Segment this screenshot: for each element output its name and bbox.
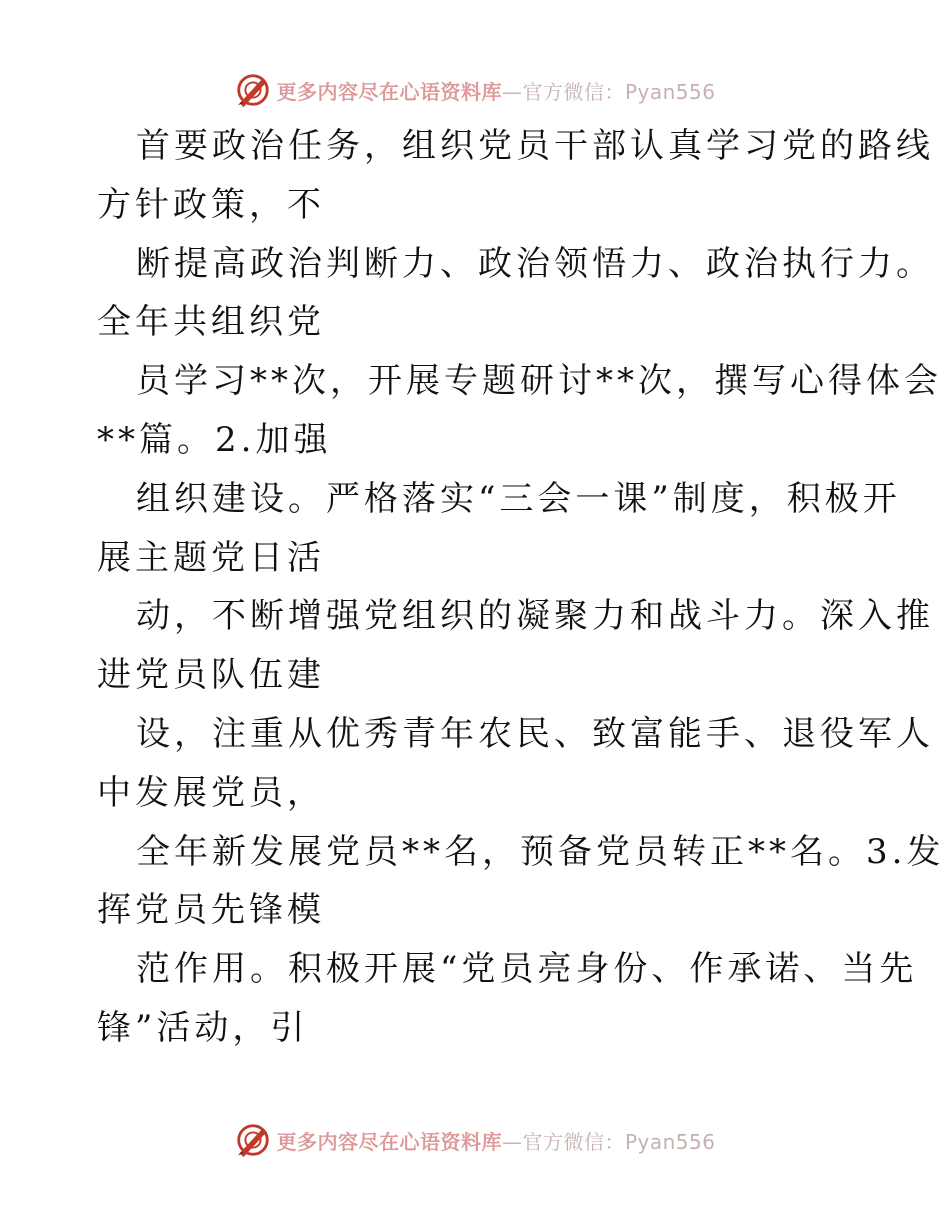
- watermark-dash: —: [501, 79, 523, 104]
- text-line: 断提高政治判断力、政治领悟力、政治执行力。: [136, 244, 934, 284]
- text-line: 中发展党员，: [97, 773, 325, 813]
- text-line: 进党员队伍建: [97, 655, 325, 695]
- watermark-wechat-text: 官方微信：Pyan556: [522, 1129, 716, 1154]
- watermark-library-text: 更多内容尽在心语资料库: [276, 1129, 502, 1154]
- pen-logo-icon: [234, 71, 272, 109]
- watermark-wechat-text: 官方微信：Pyan556: [522, 79, 716, 104]
- text-line: 全年新发展党员**名，预备党员转正**名。3.发: [136, 832, 945, 872]
- text-line: 动，不断增强党组织的凝聚力和战斗力。深入推: [136, 596, 934, 636]
- watermark-dash: —: [501, 1129, 523, 1154]
- watermark-library-text: 更多内容尽在心语资料库: [276, 79, 502, 104]
- text-line: 首要政治任务，组织党员干部认真学习党的路线: [136, 126, 934, 166]
- text-line: 组织建设。严格落实“三会一课”制度，积极开: [136, 479, 901, 519]
- text-line: 全年共组织党: [97, 302, 325, 342]
- text-line: 展主题党日活: [97, 538, 325, 578]
- text-line: 员学习**次，开展专题研讨**次，撰写心得体会: [136, 361, 942, 401]
- text-line: 范作用。积极开展“党员亮身份、作承诺、当先: [136, 949, 918, 989]
- text-line: 方针政策，不: [97, 185, 325, 225]
- text-line: 设，注重从优秀青年农民、致富能手、退役军人: [136, 714, 934, 754]
- text-line: 挥党员先锋模: [97, 890, 325, 930]
- pen-logo-icon: [234, 1121, 272, 1159]
- header-watermark: [0, 70, 950, 110]
- footer-watermark: [0, 1120, 950, 1160]
- text-line: **篇。2.加强: [97, 420, 332, 460]
- text-line: 锋”活动，引: [97, 1008, 309, 1048]
